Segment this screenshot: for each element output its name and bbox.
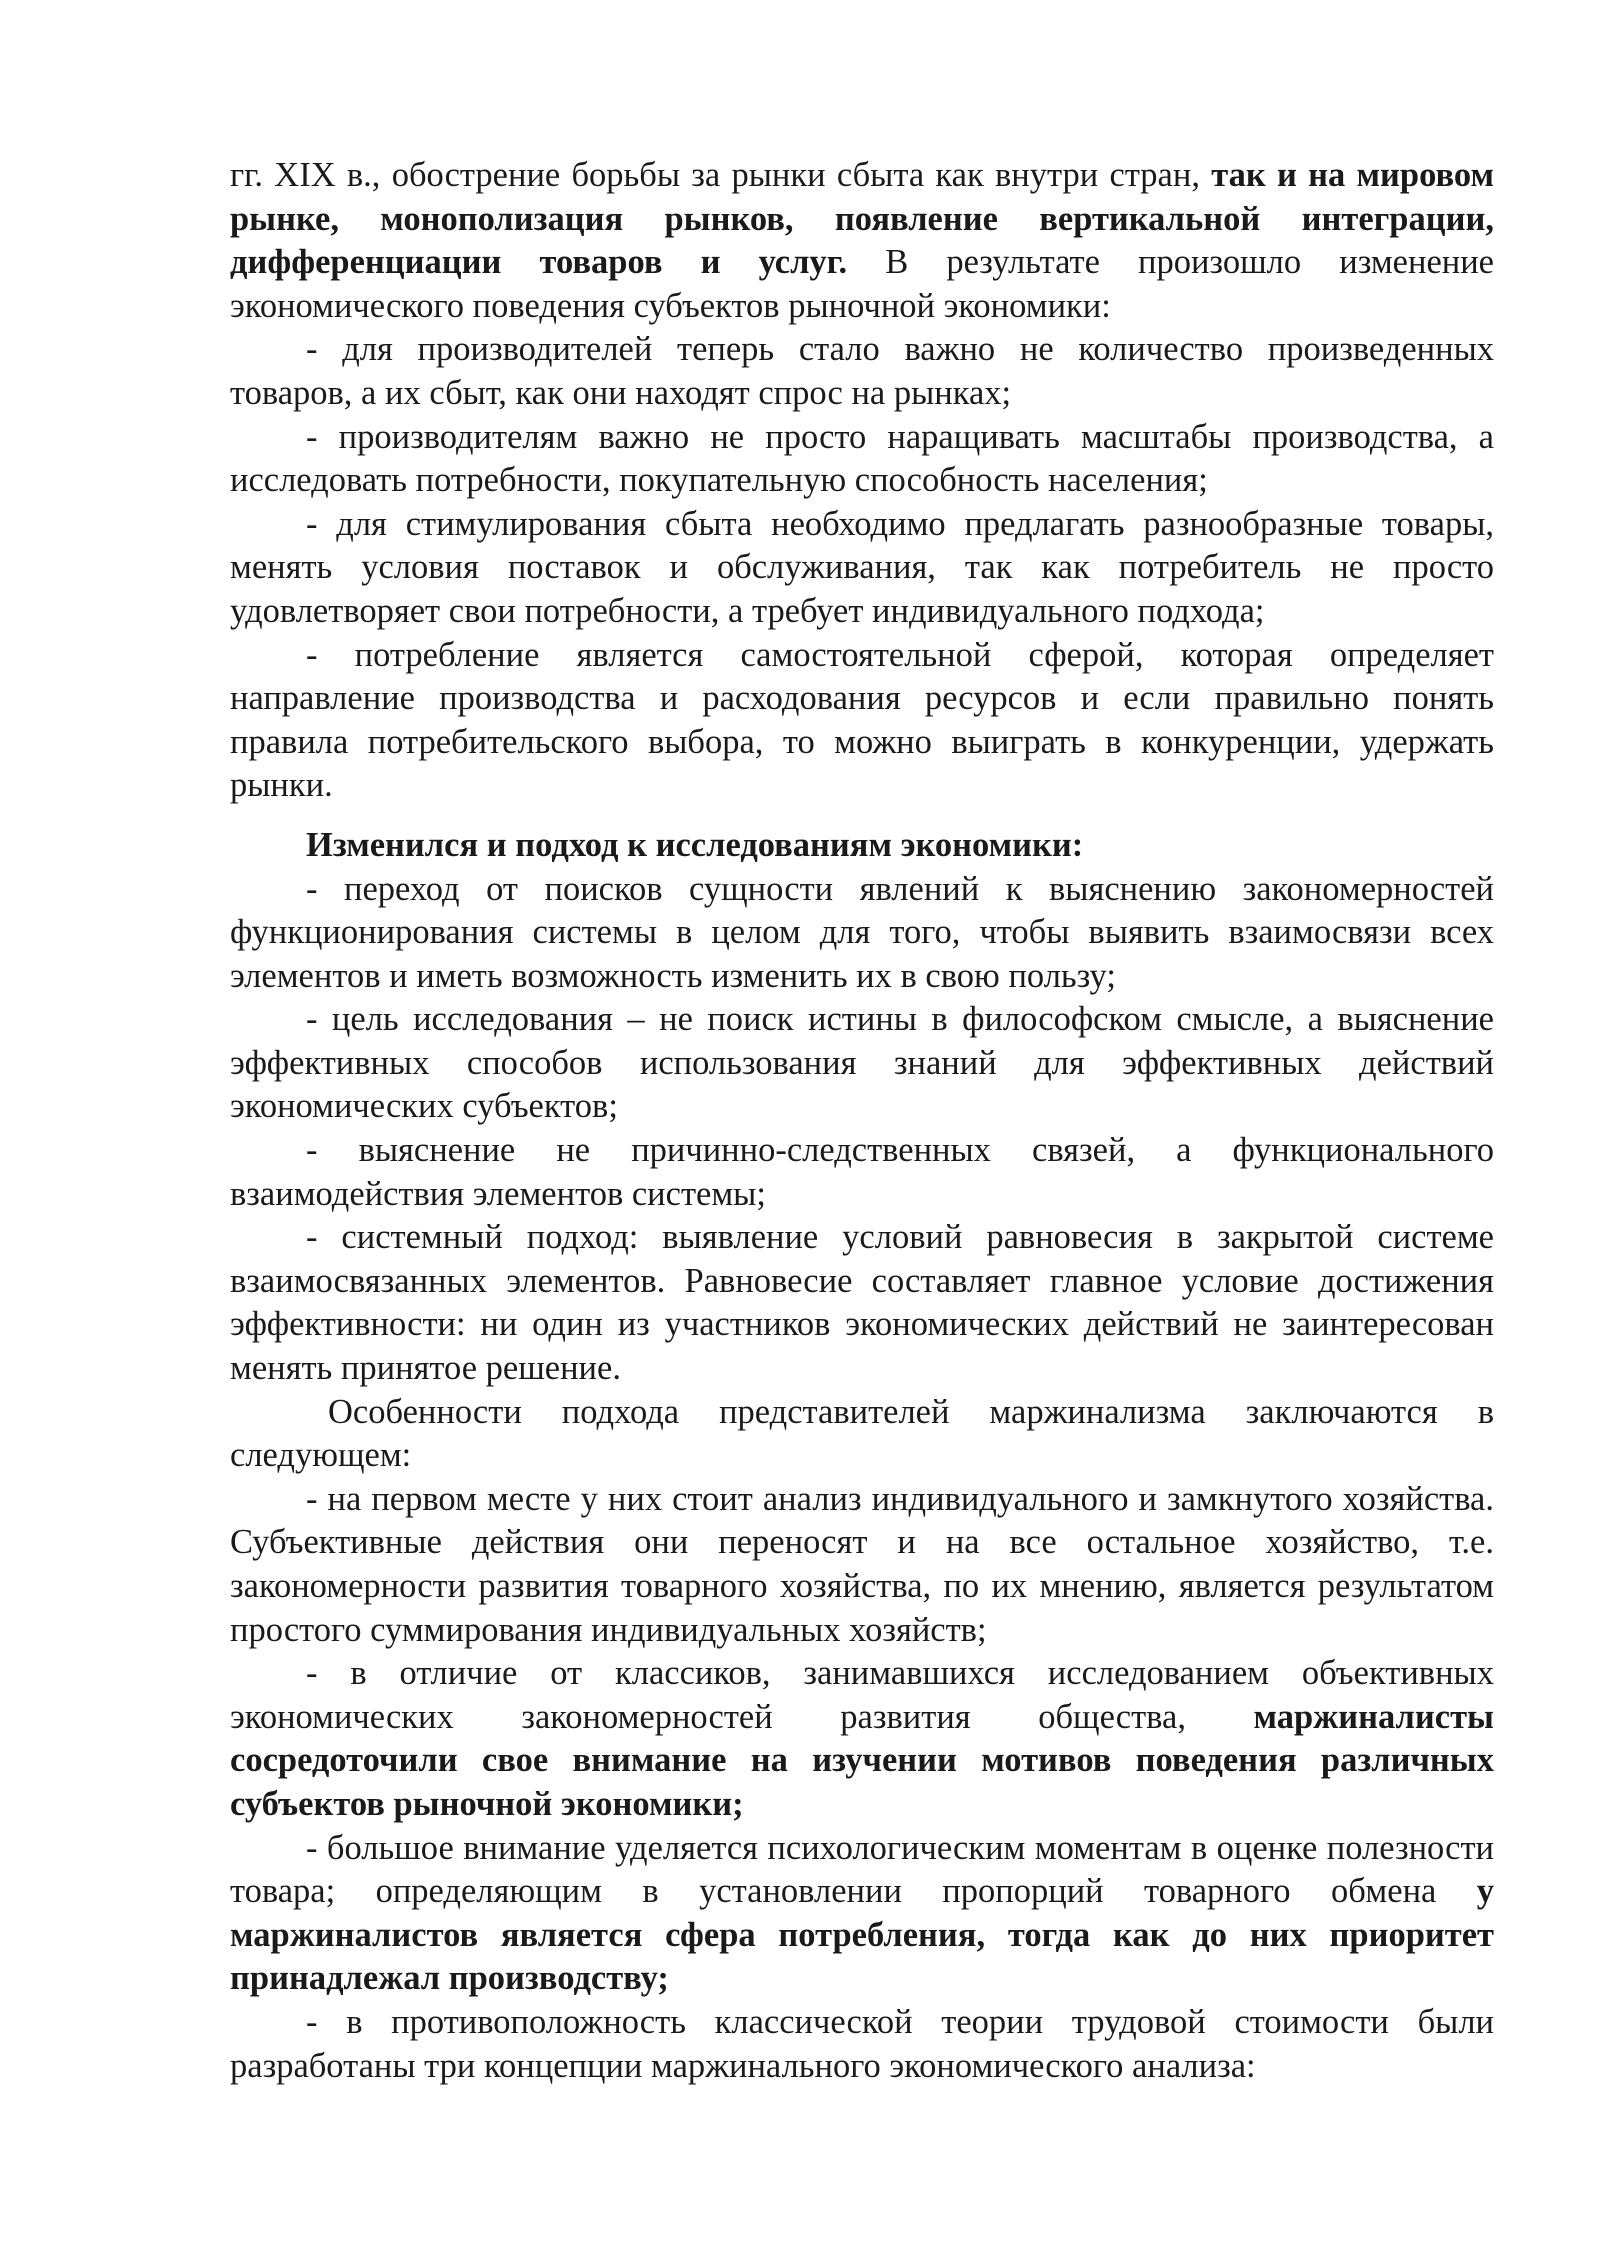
list-item-bold: маржиналисты сосредоточили свое внимание на изучении мотивов поведения различных субъектов рыночной экономики; bbox=[230, 1697, 1494, 1823]
list-item: - выяснение не причинно-следственных связей, а функционального взаимодействия элементов системы; bbox=[230, 1131, 1494, 1213]
list-item: - системный подход: выявление условий равновесия в закрытой системе взаимосвязанных элементов. Равновесие составляет главное условие достижения эффективности: ни один из участников экономических действий не заинтересован менять принятое решение. bbox=[230, 1218, 1494, 1388]
list-item: - для производителей теперь стало важно не количество произведенных товаров, а их сбыт, как они находят спрос на рынках; bbox=[230, 330, 1494, 412]
document-page bbox=[230, 154, 1494, 2088]
list-item: - цель исследования – не поиск истины в философском смысле, а выяснение эффективных способов использования знаний для эффективных действий экономических субъектов; bbox=[230, 1000, 1494, 1126]
list-item-bold: у маржиналистов является сфера потребления, тогда как до них приоритет принадлежал производству; bbox=[230, 1872, 1494, 1998]
paragraph-intro bbox=[230, 154, 1494, 328]
list-item bbox=[230, 1827, 1494, 2001]
list-item: - на первом месте у них стоит анализ индивидуального и замкнутого хозяйства. Субъективные действия они переносят и на все остальное хозяйство, т.е. закономерности развития товарного хозяйства, по их мнению, является результатом простого суммирования индивидуальных хозяйств; bbox=[230, 1479, 1494, 1649]
list-item: - производителям важно не просто наращивать масштабы производства, а исследовать потребности, покупательную способность населения; bbox=[230, 417, 1494, 500]
section-heading: Изменился и подход к исследованиям экономики: bbox=[306, 825, 1084, 864]
paragraph-features: Особенности подхода представителей маржинализма заключаются в следующем: bbox=[230, 1392, 1494, 1475]
list-item: - потребление является самостоятельной сферой, которая определяет направление производства и расходования ресурсов и если правильно понять правила потребительского выбора, то можно выиграть в конкуренции, удержать рынки. bbox=[230, 635, 1494, 805]
list-item: - переход от поисков сущности явлений к выяснению закономерностей функционирования системы в целом для того, чтобы выявить взаимосвязи всех элементов и иметь возможность изменить их в свою пользу; bbox=[230, 869, 1494, 995]
intro-text-start: гг. XIX в., обострение борьбы за рынки сбыта как внутри стран, bbox=[230, 156, 1212, 194]
intro-text-bold: так и на мировом рынке, монополизация рынков, появление вертикальной интеграции, дифференциации товаров и услуг. bbox=[230, 156, 1494, 282]
intro-text-end: В результате произошло изменение экономического поведения субъектов рыночной экономики: bbox=[230, 243, 1494, 325]
list-item-text: - большое внимание уделяется психологическим моментам в оценке полезности товара; определяющим в установлении пропорций товарного обмена bbox=[230, 1828, 1494, 1911]
list-item: - в противоположность классической теории трудовой стоимости были разработаны три концепции маржинального экономического анализа: bbox=[230, 2002, 1494, 2085]
list-item: - для стимулирования сбыта необходимо предлагать разнообразные товары, менять условия поставок и обслуживания, так как потребитель не просто удовлетворяет свои потребности, а требует индивидуального подхода; bbox=[230, 504, 1494, 630]
list-item bbox=[230, 1652, 1494, 1826]
list-item-text: - в отличие от классиков, занимавшихся исследованием объективных экономических закономерностей развития общества, bbox=[230, 1654, 1494, 1736]
